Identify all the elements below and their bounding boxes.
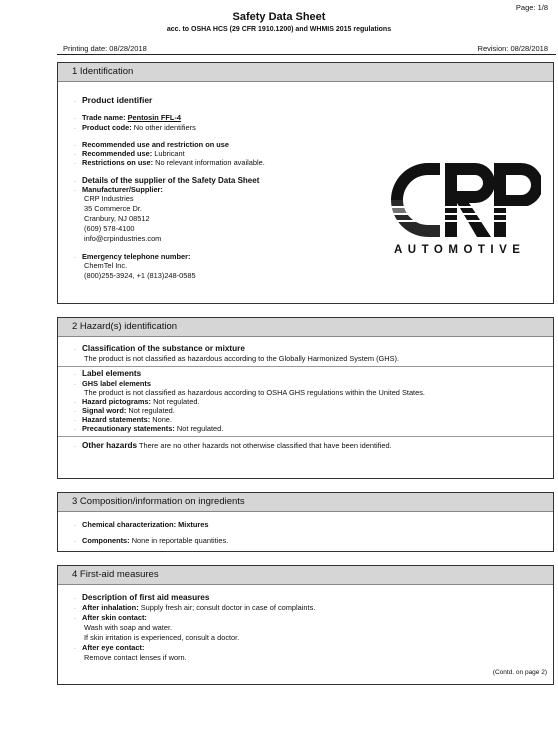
skin-line: If skin irritation is experienced, consult a doctor. <box>84 633 240 642</box>
crp-logo <box>391 162 541 240</box>
address-line: CRP Industries <box>84 194 134 203</box>
signal-word-value: Not regulated. <box>128 406 175 415</box>
restrictions-label: Restrictions on use: <box>82 158 154 167</box>
emergency-line: ChemTel Inc. <box>84 261 128 270</box>
address-line: Cranbury, NJ 08512 <box>84 214 150 223</box>
label-elements-heading: Label elements <box>82 369 142 378</box>
ghs-label-elements: GHS label elements <box>82 379 152 388</box>
pictograms-label: Hazard pictograms: <box>82 397 151 406</box>
section-identification: 1 Identification · Product identifier · Trade name: Pentosin FFL-4 · Product code: No other identifiers · Recommended use and restriction on use · Recommended use: Lubricant · Restrictions on use: No relevant information available. · Details of the supplier of the Safety Data Sheet · Manufacturer/Supplier: CRP Industries 35 Commerce Dr. Cranbury, NJ 08512 (609) 578-4100 info@crpindustries.com · Emergency telephone number: ChemTel Inc. (800)255-3924, +1 (813)248-0585 AUTOMOTIVE <box>57 62 554 304</box>
email-link[interactable]: info@crpindustries.com <box>84 234 162 243</box>
page-number: Page: 1/8 <box>515 3 548 12</box>
hazard-statements-value: None. <box>152 415 172 424</box>
classification-heading: Classification of the substance or mixture <box>82 344 245 353</box>
printing-date: Printing date: 08/28/2018 <box>63 44 147 53</box>
emergency-label: Emergency telephone number: <box>82 252 191 261</box>
description-heading: Description of first aid measures <box>82 593 210 602</box>
section-heading: 3 Composition/information on ingredients <box>58 493 553 512</box>
section-heading: 1 Identification <box>58 63 553 82</box>
skin-contact-label: After skin contact: <box>82 613 147 622</box>
trade-name-value: Pentosin FFL-4 <box>127 113 181 122</box>
chemical-characterization: Chemical characterization: Mixtures <box>82 520 209 529</box>
inhalation-value: Supply fresh air; consult doctor in case of complaints. <box>140 603 316 612</box>
header-rule <box>57 54 556 55</box>
recommended-use-value: Lubricant <box>154 149 185 158</box>
revision-date: Revision: 08/28/2018 <box>477 44 548 53</box>
section-first-aid: 4 First-aid measures · Description of first aid measures · After inhalation: Supply fresh air; consult doctor in case of complaints. · After skin contact: Wash with soap and water. If skin irritation is experienced, consult a doctor. · After eye contact: Remove contact lenses if worn. (Contd. on page 2) <box>57 565 554 685</box>
recommended-use-label: Recommended use: <box>82 149 153 158</box>
product-code-label: Product code: <box>82 123 132 132</box>
trade-name-label: Trade name: <box>82 113 126 122</box>
hazard-statements-label: Hazard statements: <box>82 415 151 424</box>
inhalation-label: After inhalation: <box>82 603 139 612</box>
section-heading: 2 Hazard(s) identification <box>58 318 553 337</box>
section-heading: 4 First-aid measures <box>58 566 553 585</box>
other-hazards-value: There are no other hazards not otherwise classified that have been identified. <box>138 441 392 450</box>
components-value: None in reportable quantities. <box>131 536 229 545</box>
classification-text: The product is not classified as hazardous according to the Globally Harmonized System (GHS). <box>84 354 400 363</box>
product-identifier-heading: Product identifier <box>82 95 153 105</box>
document-title: Safety Data Sheet <box>232 11 326 23</box>
eye-contact-label: After eye contact: <box>82 643 145 652</box>
continued-note: (Contd. on page 2) <box>492 669 547 676</box>
components-label: Components: <box>82 536 130 545</box>
other-hazards-label: Other hazards <box>82 441 138 450</box>
divider <box>58 366 553 367</box>
logo-automotive-text: AUTOMOTIVE <box>394 244 526 256</box>
signal-word-label: Signal word: <box>82 406 127 415</box>
document-subtitle: acc. to OSHA HCS (29 CFR 1910.1200) and WHMIS 2015 regulations <box>166 26 392 33</box>
address-line: 35 Commerce Dr. <box>84 204 142 213</box>
divider <box>58 436 553 437</box>
restrictions-value: No relevant information available. <box>155 158 265 167</box>
pictograms-value: Not regulated. <box>153 397 200 406</box>
skin-line: Wash with soap and water. <box>84 623 173 632</box>
section-hazards: 2 Hazard(s) identification · Classification of the substance or mixture The product is not classified as hazardous according to the Globally Harmonized System (GHS). · Label elements · GHS label elements The product is not classified as hazardous according to OSHA GHS regulations within the United States. · Hazard pictograms: Not regulated. · Signal word: Not regulated. · Hazard statements: None. · Precautionary statements: Not regulated. · Other hazards There are no other hazards not otherwise classified that have been identified. <box>57 317 554 479</box>
eye-line: Remove contact lenses if worn. <box>84 653 187 662</box>
manufacturer-label: Manufacturer/Supplier: <box>82 185 163 194</box>
supplier-heading: Details of the supplier of the Safety Data Sheet <box>82 176 260 185</box>
address-line: (609) 578-4100 <box>84 224 135 233</box>
recommended-use-heading: Recommended use and restriction on use <box>82 140 230 149</box>
emergency-line: (800)255-3924, +1 (813)248-0585 <box>84 271 196 280</box>
precautionary-label: Precautionary statements: <box>82 424 175 433</box>
section-composition: 3 Composition/information on ingredients · Chemical characterization: Mixtures · Components: None in reportable quantities. <box>57 492 554 552</box>
product-code-value: No other identifiers <box>133 123 196 132</box>
ghs-text: The product is not classified as hazardous according to OSHA GHS regulations within the United States. <box>84 388 425 397</box>
precautionary-value: Not regulated. <box>176 424 224 433</box>
